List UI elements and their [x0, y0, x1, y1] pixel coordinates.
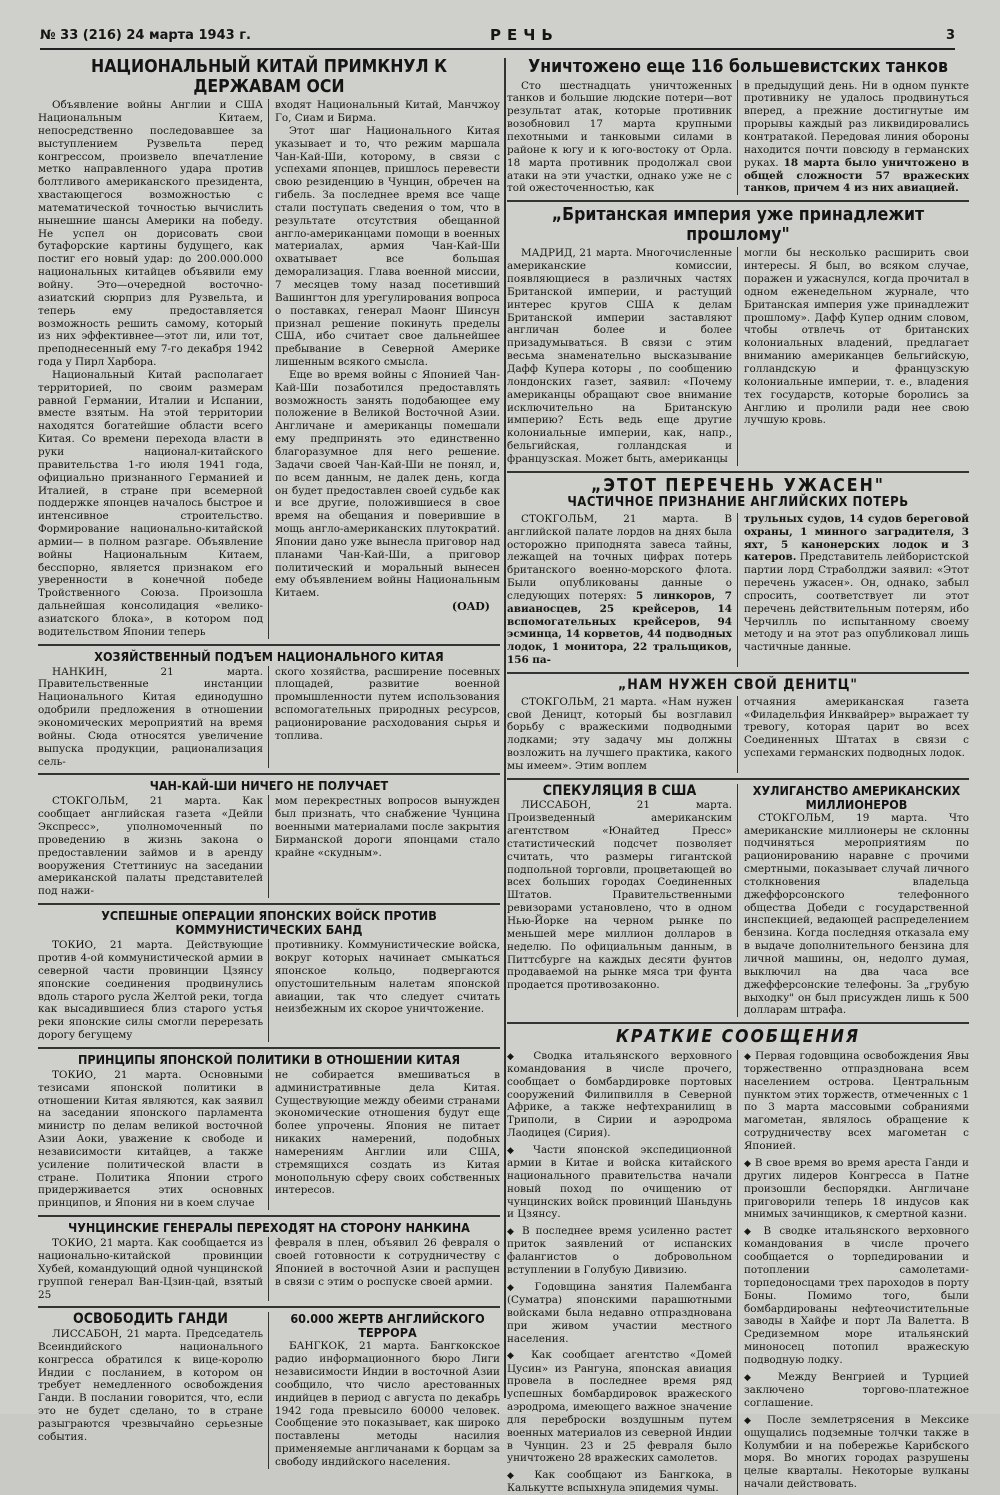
brief-item: ◆ Части японской экспедиционной армии в Китае и войска китайского национального правительства начали новый поход по очищению от чунцинских войск провинций Шаньдунь и Цзянсу. — [507, 1143, 732, 1221]
diamond-bullet-icon: ◆ — [507, 1351, 532, 1362]
headline: ЧАН-КАЙ-ШИ НИЧЕГО НЕ ПОЛУЧАЕТ — [149, 778, 389, 794]
paragraph: ТОКИО, 21 марта. Действующие против 4-ой коммунистической армии в северной части провинции Цзянсу японские соединения продвинулись вдоль старого русла Желтой реки, тогда как высадившиеся близ старого устья реки японские силы смогли перерезать дорогу бегущему — [38, 939, 263, 1042]
article-terror — [275, 1312, 500, 1468]
divider — [38, 773, 500, 775]
article-brief-news — [507, 1028, 969, 1495]
article-national-china — [38, 58, 500, 639]
paragraph: ЛИССАБОН, 21 марта. Председатель Всеиндийского национального конгресса обратился к вице-королю Индии с посланием, в котором он требует немедленного освобождения Ганди. В послании говорится, что, если это не будет сделано, то в стране разыграются чрезвычайно серьезные события. — [38, 1328, 263, 1443]
brief-item: ◆ В последнее время усиленно растет приток заявлений от испанских фалангистов о добровольном вступлении в Голубую Дивизию. — [507, 1225, 732, 1277]
brief-item: ◆ Между Венгрией и Турцией заключено торгово-платежное соглашение. — [744, 1370, 969, 1409]
paragraph: СТОКГОЛЬМ, 21 марта. «Нам нужен свой Деницт, который бы возглавил борьбу с вражескими подводными лодками; эту задачу мы должны возложить на лучшего практика, какого мы имеем». Этим воплем — [507, 695, 732, 772]
paragraph: февраля в плен, объявил 26 февраля о своей готовности к сотрудничеству с Японией в восточной Азии и распущен в связи с этим о роспуске своей армии. — [275, 1237, 500, 1288]
source-signature: (OAD) — [451, 600, 490, 614]
diamond-bullet-icon: ◆ — [744, 1051, 756, 1062]
paragraph — [744, 513, 969, 654]
headline: ПРИНЦИПЫ ЯПОНСКОЙ ПОЛИТИКИ В ОТНОШЕНИИ КИТАЯ — [77, 1051, 461, 1067]
divider — [38, 1215, 500, 1217]
headline: УСПЕШНЫЕ ОПЕРАЦИИ ЯПОНСКИХ ВОЙСК ПРОТИВ КОММУНИСТИЧЕСКИХ БАНД — [101, 908, 437, 938]
article-millionaires — [744, 784, 969, 1018]
paragraph: СТОКГОЛЬМ, 19 марта. Что американские миллионеры не склонны подчиняться мероприятиям по рационированию наравне с прочими смертными, показывает случай личного столкновения владельца джеффорсонского телефонного общества Добеди с государственной инспекцией, ведающей распределением бензина. Когда последняя отказала ему в выдаче дополнительного бензина для личной машины, он, недолго думая, выключил на два часа все джефферсонские телефоны. За „грубую выходку" он был присужден лишь к 500 долларам штрафа. — [744, 811, 969, 1017]
paragraph: НАНКИН, 21 марта. Правительственные инстанции Национального Китая единодушно одобрили предложения в отношении экономических мероприятий на время войны. Сюда относятся увеличение выпуска продукции, рационализация сель- — [38, 665, 263, 768]
paragraph: Еще во время войны с Японией Чан-Кай-Ши позаботился предоставлять возможность занять подобающее ему положение в Великой Восточной Азии. Англичане и американцы помешали ему предпринять это единственно благоразумное для него решение. Задачи своей Чан-Кай-Ши не понял, и, по всем данным, не далек день, когда он будет предоставлен своей судьбе как и все другие, положившиеся в свое время на обещания и поверившие в мощь англо-американских плутократий. Японии дано уже вынесла приговор над планами Чан-Кай-Ши, а приговор политический и моральный вынесен ему объявлением войны Национальным Китаем. — [275, 368, 500, 600]
divider — [507, 1022, 969, 1024]
paragraph: СТОКГОЛЬМ, 21 марта. Как сообщает английская газета «Дейли Экспресс», уполномоченный по проведению в жизнь закона о предоставлении займов и в аренду вооружения Стеттиниус на заседании американской палаты представителей под нажи- — [38, 795, 263, 898]
paragraph: отчаяния американская газета «Филадельфия Инквайрер» выражает ту тревогу, которая царит во всех Соединенных Штатах в связи с успехами германских подводных лодок. — [744, 695, 969, 760]
brief-item: ◆ После землетрясения в Мексике ощущались подземные толчки также в Колумбии и на побережье Карибского моря. Во многих городах разрушены целые кварталы. Некоторые вулканы начали действовать. — [744, 1413, 969, 1491]
paragraph: ЛИССАБОН, 21 марта. Произведенный американским агентством «Юнайтед Пресс» статистический подсчет позволяет считать, что размеры гигантской подпольной торговли, процветающей во всех больших городах Соединенных Штатов. Правительственными ревизорами установлено, что в одном Нью-Йорке на черном рынке по меньшей мере миллион долларов в неделю. По официальным данным, в Питтсбурге на каждых десяти фунтов продаваемой на рынке мяса три фунта продается противозаконно. — [507, 799, 732, 992]
column-divider — [504, 58, 506, 1398]
divider — [507, 471, 969, 473]
brief-item: ◆ Годовщина занятия Палембанга (Суматра) японскими парашютными войсками была недавно отпразднована при живом участии местного населения. — [507, 1280, 732, 1345]
brief-item: ◆ В сводке итальянского верховного командования в числе прочего сообщается о торпедировании и потоплении самолетами-торпедоносцами трех пароходов в порту Боны. Помимо того, были бомбардированы нефтеочистительные заводы в Хайфе и порт Ла Валетта. В Средиземном море итальянский миноносец потопил вражескую подводную лодку. — [744, 1225, 969, 1367]
headline: Уничтожено еще 116 большевистских танков — [528, 57, 948, 77]
subheadline: ЧАСТИЧНОЕ ПРИЗНАНИЕ АНГЛИЙСКИХ ПОТЕРЬ — [567, 495, 909, 511]
brief-item: ◆ Первая годовщина освобождения Явы торжественно отпразднована всем населением острова. Центральным пунктом этих торжеств, отмеченных с 1 по 3 марта массовыми собраниями магометан, являлось обращение к сотрудничеству всех магометан с Японией. — [744, 1049, 969, 1152]
paragraph: Сто шестнадцать уничтоженных танков и большие людские потери—вот результат атак, которые противник возобновил 17 марта крупными пехотными и танковыми силами в районе к югу и к юго-востоку от Орла. 18 марта противник продолжал свои атаки на эти участки, однако уже не с той ожесточенностью, как — [507, 79, 732, 195]
brief-item: ◆ Сводка итальянского верховного командования в числе прочего, сообщает о бомбардировке портовых сооружений Филипвилля в Северной Африке, а также нефтехранилищ в Триполи, в Сирии и аэродрома Лаодицея (Сирия). — [507, 1049, 732, 1140]
paragraph: ТОКИО, 21 марта. Как сообщается из национально-китайской провинции Хубей, командующий одной чунцинской группой генерал Ван-Цзин-цай, взятый 25 — [38, 1237, 263, 1301]
paragraph: Объявление войны Англии и США Национальным Китаем, непосредственно последовавшее за выступлением Рузвельта перед конгрессом, произвело впечатление метко направленного удара против болтливого американского президента, хвастающегося возможностью с математической точностью вычислить нынешние шансы Америки на победу. Не успел он дорисовать свои бутафорские картины будущего, как постиг его новый удар: до 200.000.000 национальных китайцев объявили ему войну. Это—очередной восточно-азиатский сюрприз для Рузвельта, и теперь ему предоставляется возможность решить самому, который из них эффективнее—этот ли, или тот, преподнесенный ему 7-го декабря 1942 года у Пирл Харбора. — [38, 99, 263, 369]
diamond-bullet-icon: ◆ — [744, 1158, 755, 1169]
divider — [507, 200, 969, 202]
paragraph-bold-text: 5 линкоров, 7 авианосцев, 25 крейсеров, 14 вспомогательных крейсеров, 94 эсминца, 14 корветов, 44 подводных лодок, 1 монитора, 22 тральщиков, 156 па- — [507, 589, 732, 667]
diamond-bullet-icon: ◆ — [507, 1227, 523, 1238]
headline: ХОЗЯЙСТВЕННЫЙ ПОДЪЕМ НАЦИОНАЛЬНОГО КИТАЯ — [94, 648, 444, 664]
headline: 60.000 ЖЕРТВ АНГЛИЙСКОГО ТЕРРОРА — [290, 1311, 485, 1341]
diamond-bullet-icon: ◆ — [507, 1145, 533, 1156]
paper-title: РЕЧЬ — [490, 26, 559, 44]
article-british-empire — [507, 206, 969, 466]
paragraph: ТОКИО, 21 марта. Основными тезисами японской политики в отношении Китая являются, как заявил на заседании японского парламента министр по делам великой восточной Азии Аоки, уважение к свободе и независимости китайцев, а также усиление политической власти в стране. Политика Японии строго придерживается этих основных принципов, и Япония ни в коем случае — [38, 1068, 263, 1210]
brief-item: ◆ В свое время во время ареста Ганди и других лидеров Конгресса в Патне произошли беспорядки. Англичане приговорили теперь 18 индусов как мнимых зачинщиков, к смертной казни. — [744, 1156, 969, 1221]
article-generals — [38, 1221, 500, 1301]
divider — [507, 672, 969, 674]
divider — [38, 1047, 500, 1049]
headline: КРАТКИЕ СООБЩЕНИЯ — [615, 1027, 861, 1048]
article-operations — [38, 909, 500, 1042]
paragraph-bold-text: трульных судов, 14 судов береговой охраны, 1 минного заградителя, 3 яхт, 5 канонерских лодок и 3 катеров. — [744, 512, 969, 564]
paragraph — [744, 80, 969, 196]
article-tanks — [507, 58, 969, 195]
paragraph: мом перекрестных вопросов вынужден был признать, что снабжение Чунцина военными материалами после закрытия Бирманской дороги японцами стало крайне «скудным». — [275, 795, 500, 859]
article-principles — [38, 1053, 500, 1210]
headline: ЧУНЦИНСКИЕ ГЕНЕРАЛЫ ПЕРЕХОДЯТ НА СТОРОНУ НАНКИНА — [68, 1220, 470, 1236]
usa-articles — [507, 784, 969, 1018]
headline: „ЭТОТ ПЕРЕЧЕНЬ УЖАСЕН" — [591, 475, 885, 496]
article-gandhi — [38, 1312, 269, 1468]
headline: ОСВОБОДИТЬ ГАНДИ — [73, 1311, 228, 1328]
headline: СПЕКУЛЯЦИЯ В США — [542, 782, 697, 799]
left-column — [38, 57, 500, 1468]
divider — [507, 778, 969, 780]
diamond-bullet-icon: ◆ — [507, 1471, 535, 1482]
paragraph — [507, 513, 732, 667]
article-speculation — [507, 784, 738, 1018]
paragraph: противнику. Коммунистические войска, вокруг которых начинает смыкаться японское кольцо, подвергаются опустошительным налетам японской авиации, так что следует считать неизбежным их скорое уничтожение. — [275, 939, 500, 1016]
headline: НАЦИОНАЛЬНЫЙ КИТАЙ ПРИМКНУЛ К ДЕРЖАВАМ ОСИ — [91, 57, 447, 97]
divider — [38, 1306, 500, 1308]
diamond-bullet-icon: ◆ — [744, 1227, 764, 1238]
right-column — [507, 57, 970, 1495]
divider — [38, 903, 500, 905]
paragraph: БАНГКОК, 21 марта. Бангкокское радио информационного бюро Лиги независимости Индии в восточной Азии сообщило, что число арестованных индийцев в период с августа по декабрь 1942 года превысило 60000 человек. Сообщение это показывает, как широко поставлены методы насилия применяемые англичанами к борцам за свободу индийского населения. — [275, 1340, 500, 1468]
diamond-bullet-icon: ◆ — [744, 1372, 778, 1383]
headline: „Британская империя уже принадлежит прошлому" — [551, 205, 925, 245]
paragraph: могли бы несколько расширить свои интересы. Я был, во всяком случае, поражен и ужаснулся, когда прочитал в одном еженедельном журнале, что Британская империя уже принадлежит прошлому». Дафф Купер одним словом, чтобы отвлечь от британских колониальных владений, предлагает вниманию американцев бельгийскую, голландскую и французскую колониальные империи, т. е., владения тех государств, которые боролись за Англию и пролили ради нее свою лучшую кровь. — [744, 247, 969, 427]
diamond-bullet-icon: ◆ — [744, 1415, 767, 1426]
headline: „НАМ НУЖЕН СВОЙ ДЕНИТЦ" — [618, 676, 858, 693]
paragraph-text: Представитель лейбористской партии лорд Страболджи заявил: «Этот перечень ужасен». Он, однако, забыл спросить, соответствует ли этот перечень действительным потерям, ибо Черчилль по испытанному своему методу и на этот раз опубликовал лишь частичные данные. — [744, 551, 969, 654]
paragraph: Этот шаг Национального Китая указывает и то, что режим маршала Чан-Кай-Ши, которому, в связи с успехами японцев, пришлось перевести свою резиденцию в Чунцин, обречен на гибель. За последнее время все чаще стали поступать сведения о том, что в результате отсутствия обещанной англо-американцами помощи в военных материалах, армия Чан-Кай-Ши охватывает все большая деморализация. Глава военной миссии, 7 месяцев тому назад посетивший Вашингтон для урегулирования вопроса о поставках, генерал Маонг Шинсун признал решение покинуть пределы США, ибо считает свое дальнейшее пребывание в Северной Америке лишенным всякого смысла. — [275, 124, 500, 369]
paragraph: не собирается вмешиваться в административные дела Китая. Существующие между обеими странами экономические отношения будут еще более упрочены. Япония не питает никаких намерений, подобных намерениям Англии или США, стремящихся создать из Китая монопольную сферу своих собственных интересов. — [275, 1068, 500, 1197]
paragraph-text: в предыдущий день. Ни в одном пункте противнику не удалось продвинуться вперед, а прежние достигнутые им прорывы каждый раз ликвидировались контратакой. Передовая линия обороны находится почти повсюду в германских руках. — [744, 79, 969, 169]
paragraph-bold-text: 18 марта было уничтожено в общей сложности 57 вражеских танков, причем 4 из них авиацией. — [744, 156, 970, 195]
brief-item: ◆ Как сообщает агентство «Домей Цусин» из Рангуна, японская авиация провела в последнее время ряд успешных бомбардировок вражеского аэродрома, имеющего важное значение для переброски воздушным путем военных материалов из северной Индии в Чунцин. 23 и 25 февраля было уничтожено 28 вражеских самолетов. — [507, 1349, 732, 1465]
paragraph-text: СТОКГОЛЬМ, 21 марта. В английской палате лордов на днях была осторожно приподнята завеса тайны, лежащей на точных цифрах потерь британского военно-морского флота. Были опубликованы данные о следующих потерях: — [507, 512, 732, 602]
article-denitz — [507, 678, 969, 773]
headline: ХУЛИГАНСТВО АМЕРИКАНСКИХ МИЛЛИОНЕРОВ — [752, 782, 961, 812]
paragraph: ского хозяйства, расширение посевных площадей, развитие военной промышленности путем использования вспомогательных природных ресурсов, рационирование расходования сырья и топлива. — [275, 665, 500, 742]
page-number: 3 — [945, 28, 955, 43]
divider — [38, 644, 500, 646]
diamond-bullet-icon: ◆ — [507, 1282, 535, 1293]
page-header — [40, 26, 955, 50]
article-chiang — [38, 779, 500, 898]
bottom-articles — [38, 1312, 500, 1468]
article-economy — [38, 650, 500, 769]
brief-item: ◆ Как сообщают из Бангкока, в Калькутте вспыхнула эпидемия чумы. — [507, 1469, 732, 1495]
issue-date: № 33 (216) 24 марта 1943 г. — [40, 28, 251, 43]
paragraph: МАДРИД, 21 марта. Многочисленные американские комиссии, появляющиеся в различных частях Британской империи, и растущий интерес кругов США к делам Британской империи заставляют англичан более и более призадумываться. В связи с этим весьма знаменательно высказывание Дафф Купера которы , по сообщению лондонских газет, заявил: «Почему американцы обращают свое внимание исключительно на Британскую империю? Есть ведь еще другие колониальные империи, как, напр., бельгийская, голландская и французская. Может быть, американцы — [507, 247, 732, 465]
article-losses — [507, 477, 969, 667]
paragraph: Национальный Китай располагает территорией, по своим размерам равной Германии, Италии и Испании, вместе взятым. На этой территории находятся богатейшие области всего Китая. Со времени перехода власти в руки национал-китайского правительства 1-го июля 1941 года, официально признанного Германией и Италией, в стране при всемерной поддержке японцев началось быстрое и интенсивное строительство. Формирование национально-китайской армии— в полном разгаре. Объявление войны Национальным Китаем, бесспорно, является признаком его уверенности в конечной победе Тройственного Союза. Произошла дальнейшая консолидация «велико-азиатского блока», в котором под водительством Японии теперь — [38, 368, 263, 638]
diamond-bullet-icon: ◆ — [507, 1051, 534, 1062]
paragraph: входят Национальный Китай, Манчжоу Го, Сиам и Бирма. — [275, 99, 500, 125]
